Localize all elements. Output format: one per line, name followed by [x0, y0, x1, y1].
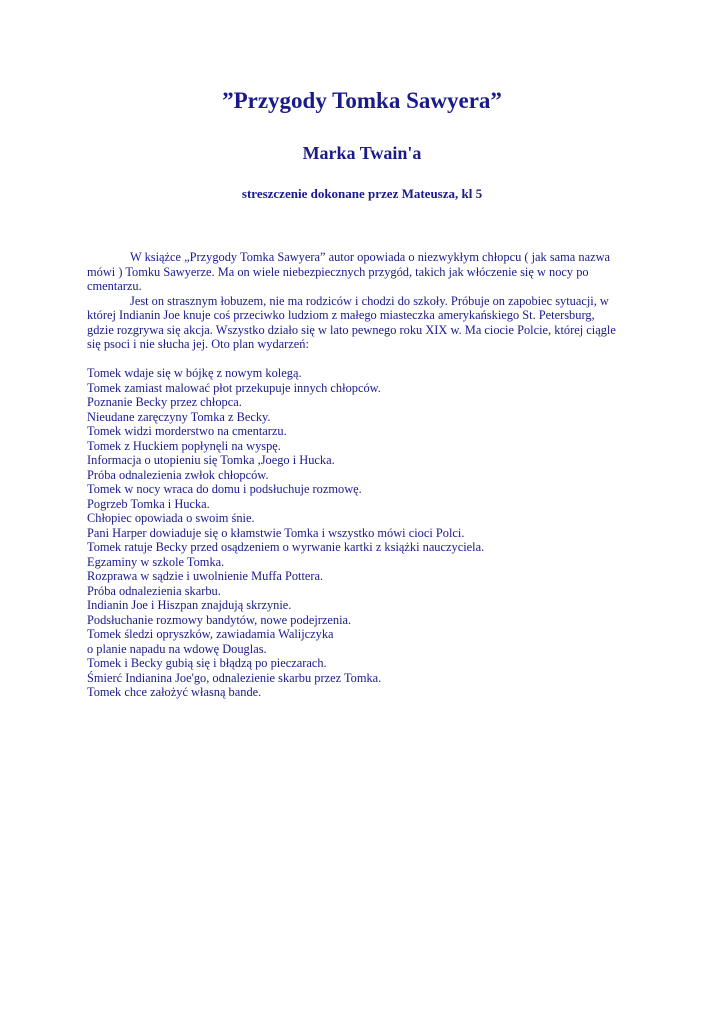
plan-item: Egzaminy w szkole Tomka. [87, 554, 225, 569]
plan-item: Tomek wdaje się w bójkę z nowym kolegą. [87, 366, 302, 380]
plan-item: Pogrzeb Tomka i Hucka. [87, 496, 210, 511]
paragraph-line: cmentarzu. [87, 279, 142, 293]
paragraph-line: gdzie rozgrywa się akcja. Wszystko działo się w lato pewnego roku XIX w. Ma ciocie Polcie, której ciągle [87, 322, 616, 337]
plan-item: Próba odnalezienia zwłok chłopców. [87, 467, 269, 482]
plan-item: Tomek widzi morderstwo na cmentarzu. [87, 424, 287, 438]
plan-item: Tomek ratuje Becky przed osądzeniem o wyrwanie kartki z książki nauczyciela. [87, 540, 485, 554]
plan-item: Tomek i Becky gubią się i błądzą po pieczarach. [87, 656, 327, 670]
plan-item: Rozprawa w sądzie i uwolnienie Muffa Pottera. [87, 569, 324, 583]
paragraph-line: się psoci i nie słucha jej. Oto plan wydarzeń: [87, 337, 309, 351]
document-author: Marka Twain'a [302, 143, 422, 163]
paragraph-line: mówi ) Tomku Sawyerze. Ma on wiele niebezpiecznych przygód, takich jak włóczenie się w nocy po [87, 264, 589, 279]
plan-item: Tomek zamiast malować płot przekupuje innych chłopców. [87, 380, 381, 395]
events-plan-list [87, 366, 639, 700]
plan-item: Pani Harper dowiaduje się o kłamstwie Tomka i wszystko mówi cioci Polci. [87, 525, 465, 540]
plan-item: Informacja o utopieniu się Tomka ,Joego i Hucka. [87, 453, 335, 467]
plan-item: Tomek z Huckiem popłynęli na wyspę. [87, 438, 281, 453]
plan-item: Nieudane zaręczyny Tomka z Becky. [87, 409, 271, 424]
paragraph-intro [87, 250, 639, 294]
plan-item: Podsłuchanie rozmowy bandytów, nowe podejrzenia. [87, 612, 352, 627]
paragraph-line: Jest on strasznym łobuzem, nie ma rodziców i chodzi do szkoły. Próbuje on zapobiec sytuacji, w [130, 293, 609, 308]
plan-item: Chłopiec opowiada o swoim śnie. [87, 511, 255, 525]
paragraph-line: której Indianin Joe knuje coś przeciwko ludziom z małego miasteczka amerykańskiego St. Petersburg, [87, 308, 595, 322]
plan-item: Tomek chce założyć własną bande. [87, 685, 262, 699]
plan-item: Poznanie Becky przez chłopca. [87, 395, 242, 409]
document-summary-by: streszczenie dokonane przez Mateusza, kl 5 [241, 186, 483, 201]
document-body [87, 250, 639, 700]
plan-item: Tomek w nocy wraca do domu i podsłuchuje rozmowę. [87, 482, 362, 496]
paragraph-line: W książce „Przygody Tomka Sawyera” autor opowiada o niezwykłym chłopcu ( jak sama nazwa [130, 250, 611, 264]
document-title: ”Przygody Tomka Sawyera” [222, 88, 502, 113]
plan-item: Indianin Joe i Hiszpan znajdują skrzynie. [87, 598, 292, 612]
paragraph-plot [87, 294, 639, 352]
plan-item: Śmierć Indianina Joe'go, odnalezienie skarbu przez Tomka. [87, 670, 382, 685]
plan-item: Próba odnalezienia skarbu. [87, 583, 221, 598]
plan-item: Tomek śledzi opryszków, zawiadamia Walijczyka [87, 627, 334, 641]
plan-item: o planie napadu na wdowę Douglas. [87, 641, 267, 656]
